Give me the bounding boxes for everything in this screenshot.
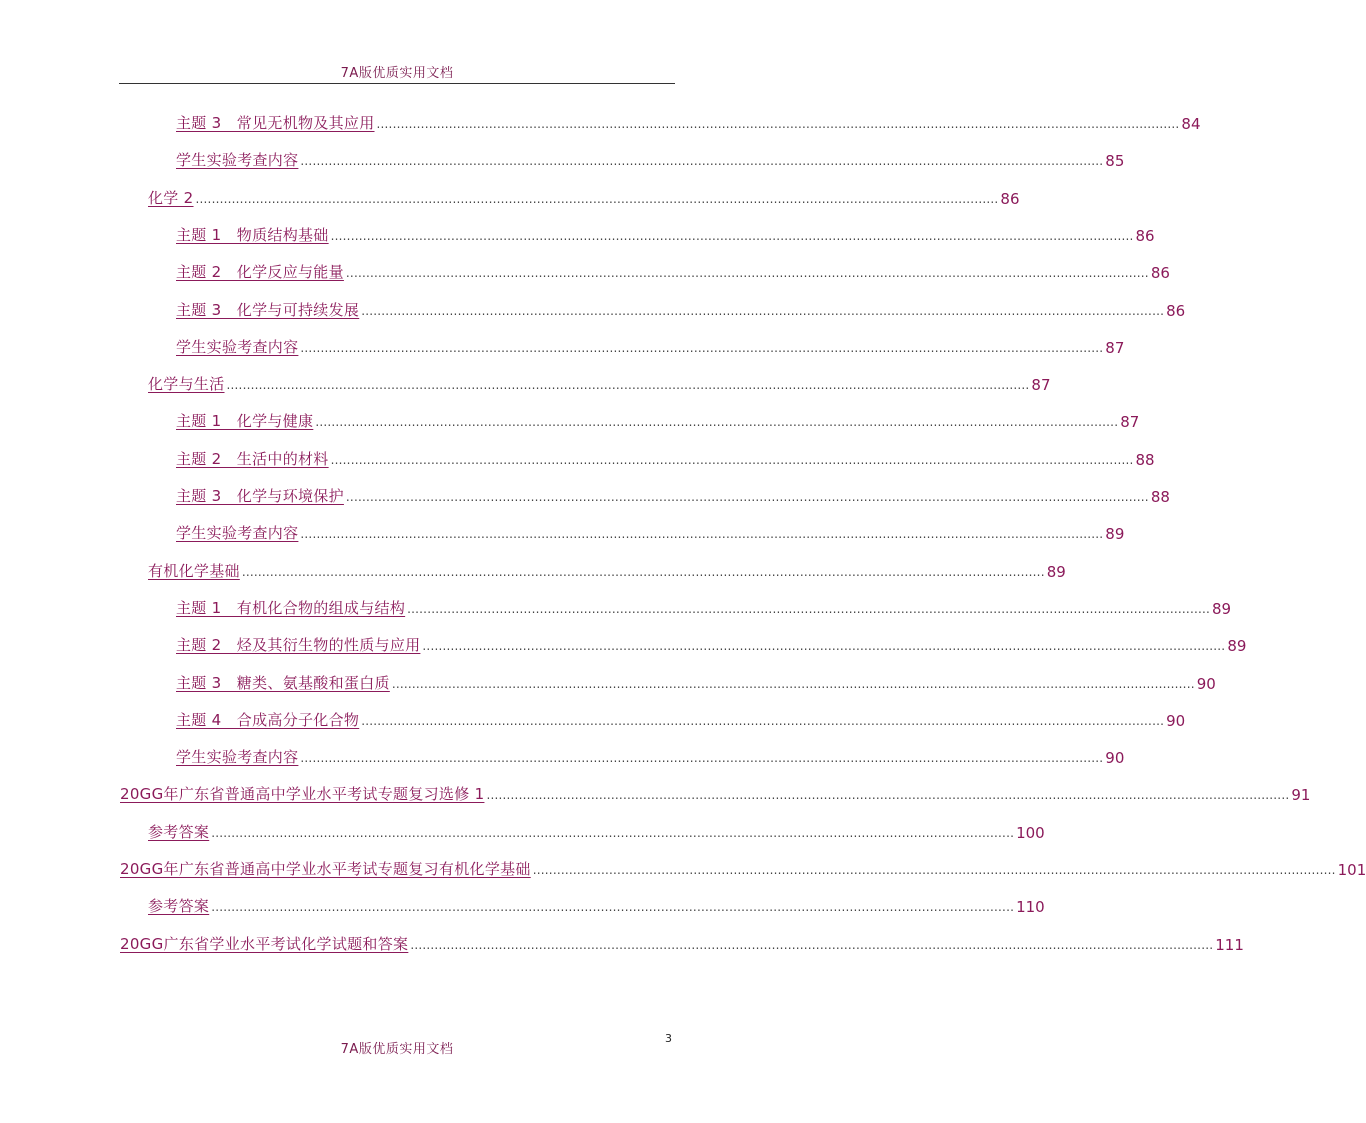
toc-entry[interactable] bbox=[148, 892, 1045, 916]
toc-entry[interactable] bbox=[176, 146, 1125, 170]
toc-entry-title[interactable]: 20GG年广东省普通高中学业水平考试专题复习选修 1 bbox=[120, 785, 485, 803]
toc-dot-leader: ........................................................................................................................................................................................................ bbox=[300, 527, 1104, 541]
toc-dot-leader: ........................................................................................................................................................................................................ bbox=[300, 751, 1104, 765]
toc-entry-page[interactable]: 89 bbox=[1105, 525, 1125, 543]
toc-entry-page[interactable]: 101 bbox=[1337, 861, 1366, 879]
toc-dot-leader: ........................................................................................................................................................................................................ bbox=[330, 229, 1134, 243]
toc-entry-title[interactable]: 主题 1 有机化合物的组成与结构 bbox=[176, 599, 406, 617]
toc-entry-page[interactable]: 84 bbox=[1181, 115, 1201, 133]
toc-entry-page[interactable]: 100 bbox=[1016, 824, 1045, 842]
toc-entry-title[interactable]: 学生实验考查内容 bbox=[176, 338, 299, 356]
toc-entry-page[interactable]: 91 bbox=[1291, 786, 1311, 804]
toc-entry[interactable] bbox=[176, 482, 1170, 506]
toc-dot-leader: ........................................................................................................................................................................................................ bbox=[345, 490, 1149, 504]
toc-entry-page[interactable]: 111 bbox=[1215, 936, 1244, 954]
toc-entry-page[interactable]: 86 bbox=[1135, 227, 1155, 245]
toc-dot-leader: ........................................................................................................................................................................................................ bbox=[391, 677, 1195, 691]
toc-entry[interactable] bbox=[176, 594, 1232, 618]
toc-entry[interactable] bbox=[176, 631, 1247, 655]
toc-entry-page[interactable]: 90 bbox=[1166, 712, 1186, 730]
toc-entry[interactable] bbox=[176, 407, 1140, 431]
toc-entry-title[interactable]: 学生实验考查内容 bbox=[176, 524, 299, 542]
toc-entry-page[interactable]: 88 bbox=[1150, 488, 1170, 506]
toc-entry[interactable] bbox=[176, 296, 1186, 320]
toc-entry-title[interactable]: 20GG年广东省普通高中学业水平考试专题复习有机化学基础 bbox=[120, 860, 531, 878]
toc-entry[interactable] bbox=[176, 333, 1125, 357]
toc-entry[interactable] bbox=[120, 780, 1311, 804]
toc-dot-leader: ........................................................................................................................................................................................................ bbox=[345, 266, 1149, 280]
toc-entry-title[interactable]: 主题 3 化学与环境保护 bbox=[176, 487, 344, 505]
toc-entry-title[interactable]: 主题 3 化学与可持续发展 bbox=[176, 301, 360, 319]
toc-entry[interactable] bbox=[176, 706, 1186, 730]
toc-entry-title[interactable]: 学生实验考查内容 bbox=[176, 151, 299, 169]
footer-text: 7A版优质实用文档 bbox=[340, 1042, 454, 1057]
toc-entry[interactable] bbox=[148, 557, 1066, 581]
toc-entry-page[interactable]: 87 bbox=[1105, 339, 1125, 357]
toc-dot-leader: ........................................................................................................................................................................................................ bbox=[300, 341, 1104, 355]
toc-dot-leader: ........................................................................................................................................................................................................ bbox=[410, 938, 1214, 952]
toc-entry[interactable] bbox=[120, 855, 1366, 879]
toc-entry-page[interactable]: 87 bbox=[1120, 413, 1140, 431]
toc-dot-leader: ........................................................................................................................................................................................................ bbox=[211, 826, 1015, 840]
toc-dot-leader: ........................................................................................................................................................................................................ bbox=[422, 639, 1226, 653]
toc-entry[interactable] bbox=[148, 370, 1051, 394]
toc-entry-title[interactable]: 有机化学基础 bbox=[148, 562, 240, 580]
toc-dot-leader: ........................................................................................................................................................................................................ bbox=[300, 154, 1104, 168]
toc-entry[interactable] bbox=[176, 109, 1201, 133]
toc-entry-title[interactable]: 主题 1 化学与健康 bbox=[176, 412, 314, 430]
toc-entry[interactable] bbox=[120, 930, 1244, 954]
toc-dot-leader: ........................................................................................................................................................................................................ bbox=[486, 788, 1290, 802]
toc-dot-leader: ........................................................................................................................................................................................................ bbox=[330, 453, 1134, 467]
toc-entry-title[interactable]: 20GG广东省学业水平考试化学试题和答案 bbox=[120, 935, 409, 953]
header-text: 7A版优质实用文档 bbox=[340, 66, 454, 81]
toc-entry-page[interactable]: 87 bbox=[1031, 376, 1051, 394]
toc-entry-title[interactable]: 化学与生活 bbox=[148, 375, 225, 393]
toc-entry[interactable] bbox=[176, 669, 1216, 693]
toc-entry[interactable] bbox=[176, 258, 1170, 282]
toc-entry-title[interactable]: 主题 4 合成高分子化合物 bbox=[176, 711, 360, 729]
toc-entry[interactable] bbox=[176, 221, 1155, 245]
toc-entry-page[interactable]: 86 bbox=[1166, 302, 1186, 320]
toc-dot-leader: ........................................................................................................................................................................................................ bbox=[407, 602, 1211, 616]
toc-entry-page[interactable]: 89 bbox=[1046, 563, 1066, 581]
toc-entry-page[interactable]: 86 bbox=[1000, 190, 1020, 208]
toc-entry-page[interactable]: 90 bbox=[1196, 675, 1216, 693]
toc-entry-page[interactable]: 86 bbox=[1150, 264, 1170, 282]
toc-entry-page[interactable]: 88 bbox=[1135, 451, 1155, 469]
toc-entry-title[interactable]: 参考答案 bbox=[148, 897, 210, 915]
toc-entry-title[interactable]: 参考答案 bbox=[148, 823, 210, 841]
toc-entry-title[interactable]: 主题 2 化学反应与能量 bbox=[176, 263, 344, 281]
toc-entry-page[interactable]: 89 bbox=[1212, 600, 1232, 618]
toc-dot-leader: ........................................................................................................................................................................................................ bbox=[361, 714, 1165, 728]
toc-dot-leader: ........................................................................................................................................................................................................ bbox=[211, 900, 1015, 914]
toc-dot-leader: ........................................................................................................................................................................................................ bbox=[376, 117, 1180, 131]
toc-entry-title[interactable]: 主题 3 糖类、氨基酸和蛋白质 bbox=[176, 674, 390, 692]
toc-entry-title[interactable]: 主题 3 常见无机物及其应用 bbox=[176, 114, 375, 132]
toc-entry[interactable] bbox=[148, 184, 1020, 208]
toc-entry[interactable] bbox=[176, 445, 1155, 469]
toc-entry[interactable] bbox=[148, 818, 1045, 842]
toc-dot-leader: ........................................................................................................................................................................................................ bbox=[195, 192, 999, 206]
toc-dot-leader: ........................................................................................................................................................................................................ bbox=[315, 415, 1119, 429]
toc-entry-title[interactable]: 主题 1 物质结构基础 bbox=[176, 226, 329, 244]
toc-dot-leader: ........................................................................................................................................................................................................ bbox=[532, 863, 1336, 877]
toc-entry-page[interactable]: 89 bbox=[1227, 637, 1247, 655]
toc-entry-page[interactable]: 90 bbox=[1105, 749, 1125, 767]
toc-entry-title[interactable]: 学生实验考查内容 bbox=[176, 748, 299, 766]
toc-dot-leader: ........................................................................................................................................................................................................ bbox=[361, 304, 1165, 318]
toc-entry-title[interactable]: 主题 2 生活中的材料 bbox=[176, 450, 329, 468]
toc-dot-leader: ........................................................................................................................................................................................................ bbox=[241, 565, 1045, 579]
toc-entry-title[interactable]: 化学 2 bbox=[148, 189, 194, 207]
toc-dot-leader: ........................................................................................................................................................................................................ bbox=[226, 378, 1030, 392]
toc-entry[interactable] bbox=[176, 519, 1125, 543]
header-divider bbox=[119, 83, 675, 84]
toc-entry[interactable] bbox=[176, 743, 1125, 767]
page-number: 3 bbox=[665, 1032, 672, 1045]
toc-entry-page[interactable]: 110 bbox=[1016, 898, 1045, 916]
toc-entry-title[interactable]: 主题 2 烃及其衍生物的性质与应用 bbox=[176, 636, 421, 654]
toc-entry-page[interactable]: 85 bbox=[1105, 152, 1125, 170]
